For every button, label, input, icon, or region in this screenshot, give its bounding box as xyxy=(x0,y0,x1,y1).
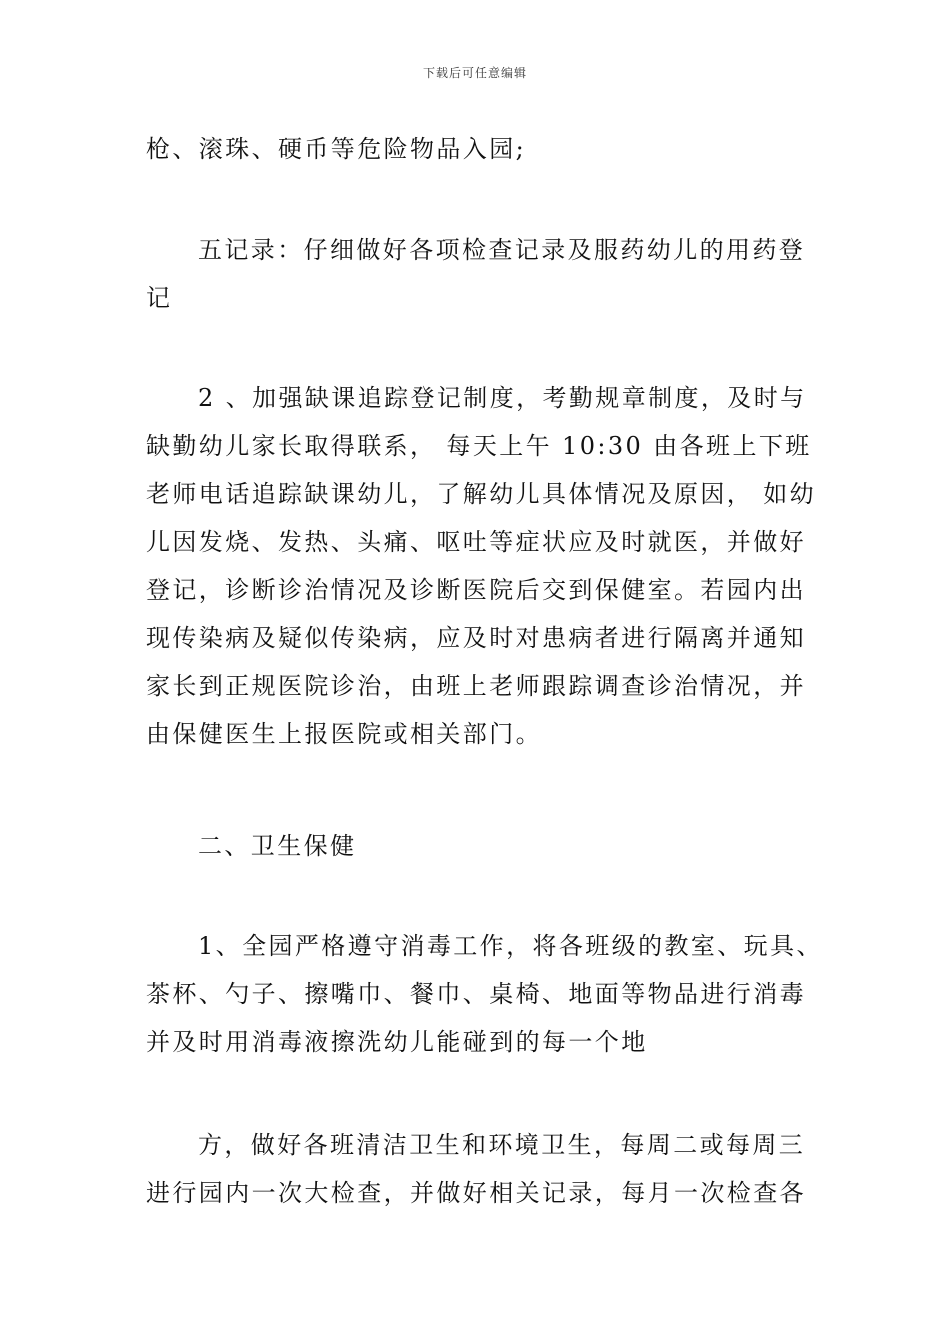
text-line: 方，做好各班清洁卫生和环境卫生，每周二或每周三 xyxy=(198,1131,806,1159)
text-line: 儿因发烧、发热、头痛、呕吐等症状应及时就医，并做好 xyxy=(146,528,806,556)
text-line: 登记，诊断诊治情况及诊断医院后交到保健室。若园内出 xyxy=(146,576,806,604)
text-line: 现传染病及疑似传染病，应及时对患病者进行隔离并通知 xyxy=(146,624,806,652)
text-line: 五记录：仔细做好各项检查记录及服药幼儿的用药登 xyxy=(198,236,806,264)
paragraph-2 xyxy=(146,226,808,322)
text-line: 1、全园严格遵守消毒工作，将各班级的教室、玩具、 xyxy=(198,932,823,960)
text-line: 二、卫生保健 xyxy=(198,832,357,860)
paragraph-3 xyxy=(146,374,817,758)
text-line: 茶杯、勺子、擦嘴巾、餐巾、桌椅、地面等物品进行消毒 xyxy=(146,980,806,1008)
paragraph-4 xyxy=(146,922,823,1066)
text-line: 2 、加强缺课追踪登记制度，考勤规章制度，及时与 xyxy=(198,384,807,412)
text-line: 老师电话追踪缺课幼儿，了解幼儿具体情况及原因， 如幼 xyxy=(146,480,817,508)
page-header: 下载后可任意编辑 xyxy=(422,66,527,80)
text-line: 由保健医生上报医院或相关部门。 xyxy=(146,720,542,748)
text-line: 记 xyxy=(146,284,173,312)
text-line: 进行园内一次大检查，并做好相关记录，每月一次检查各 xyxy=(146,1179,806,1207)
text-line: 缺勤幼儿家长取得联系， 每天上午 10:30 由各班上下班 xyxy=(146,432,812,460)
paragraph-1 xyxy=(146,125,808,173)
section-heading xyxy=(146,822,808,870)
text-line: 家长到正规医院诊治，由班上老师跟踪调查诊治情况，并 xyxy=(146,672,806,700)
text-line: 枪、滚珠、硬币等危险物品入园; xyxy=(146,135,527,163)
paragraph-5 xyxy=(146,1121,808,1217)
text-line: 并及时用消毒液擦洗幼儿能碰到的每一个地 xyxy=(146,1028,648,1056)
